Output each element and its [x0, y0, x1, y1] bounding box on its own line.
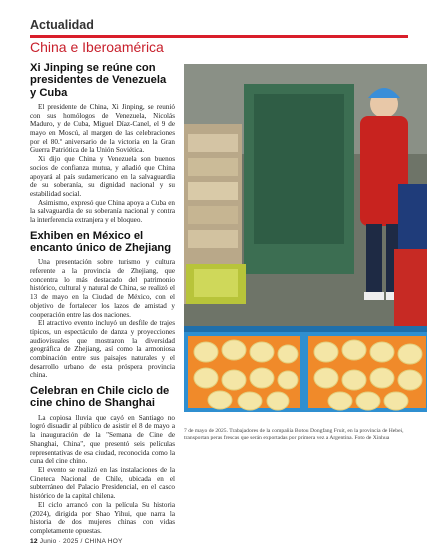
article-paragraph: El presidente de China, Xi Jinping, se reunió con sus homólogos de Venezuela, Nicolás Maduro, y de Cuba, Miguel Díaz-Canel, el 9 de mayo en Moscú, al margen de las celebraciones por el 80.º aniversario de la victoria en la Gran Guerra Patriótica de la Unión Soviética.: [30, 102, 175, 155]
article-headline: Celebran en Chile ciclo de cine chino de Shanghai: [30, 385, 170, 410]
page-header: [30, 18, 408, 56]
article-paragraph: Xi dijo que China y Venezuela son buenos socios de confianza mutua, y añadió que China apoyará al país sudamericano en la salvaguardia de su soberanía, su dignidad nacional y su estabilidad social.: [30, 155, 175, 198]
section-divider: [30, 35, 408, 38]
pear-export-photo: [184, 64, 427, 412]
article-zhejiang: [30, 230, 175, 380]
subsection-title: China e Iberoamérica: [30, 39, 164, 55]
articles-column: [30, 62, 175, 541]
issue-label: Junio · 2025 / CHINA HOY: [39, 538, 123, 545]
article-paragraph: El ciclo arrancó con la película Su historia (2024), dirigida por Shao Yihui, que narra la historia de dos mujeres chinas con vidas completamente opuestas.: [30, 500, 175, 535]
article-chile-cine: [30, 385, 175, 535]
article-paragraph: La copiosa lluvia que cayó en Santiago no logró disuadir al público de asistir el 8 de mayo a la inauguración de la "Semana de Cine de Shanghai, China", que presentó seis películas representativas de esa ciudad, reconocida como la cuna del cine chino.: [30, 413, 175, 466]
article-paragraph: El atractivo evento incluyó un desfile de trajes típicos, un espectáculo de danza y proyecciones audiovisuales que mostraron la diversidad geográfica de Zhejiang, así como la armoniosa combinación entre sus paisajes naturales y el desarrollo urbano de esta próspera provincia china.: [30, 319, 175, 380]
page-number: 12: [30, 538, 38, 545]
article-xi-jinping: [30, 62, 175, 225]
article-paragraph: Asimismo, expresó que China apoya a Cuba en la salvaguardia de su soberanía nacional y contra la interferencia extranjera y el bloqueo.: [30, 198, 175, 225]
article-paragraph: Una presentación sobre turismo y cultura referente a la provincia de Zhejiang, que concentra lo más destacado del patrimonio histórico, cultural y natural de China, se realizó el 13 de mayo en la Ciudad de México, con el objetivo de fortalecer los lazos de amistad y cooperación entre las dos naciones.: [30, 258, 175, 319]
page-footer: [30, 538, 123, 545]
photo-illustration: [184, 64, 427, 412]
section-title: Actualidad: [30, 18, 94, 32]
article-paragraph: El evento se realizó en las instalaciones de la Cineteca Nacional de Chile, ubicada en el subterráneo del Palacio Presidencial, en el casco histórico de la capital chilena.: [30, 465, 175, 501]
article-headline: Xi Jinping se reúne con presidentes de Venezuela y Cuba: [30, 62, 167, 99]
article-headline: Exhiben en México el encanto único de Zhejiang: [30, 229, 172, 255]
photo-caption: 7 de mayo de 2025. Trabajadores de la compañía Botou Dongfang Fruit, en la provincia de Hebei, transportan peras frescas que serán exportadas por primera vez a Argentina. Foto de Xinhua: [184, 428, 404, 441]
